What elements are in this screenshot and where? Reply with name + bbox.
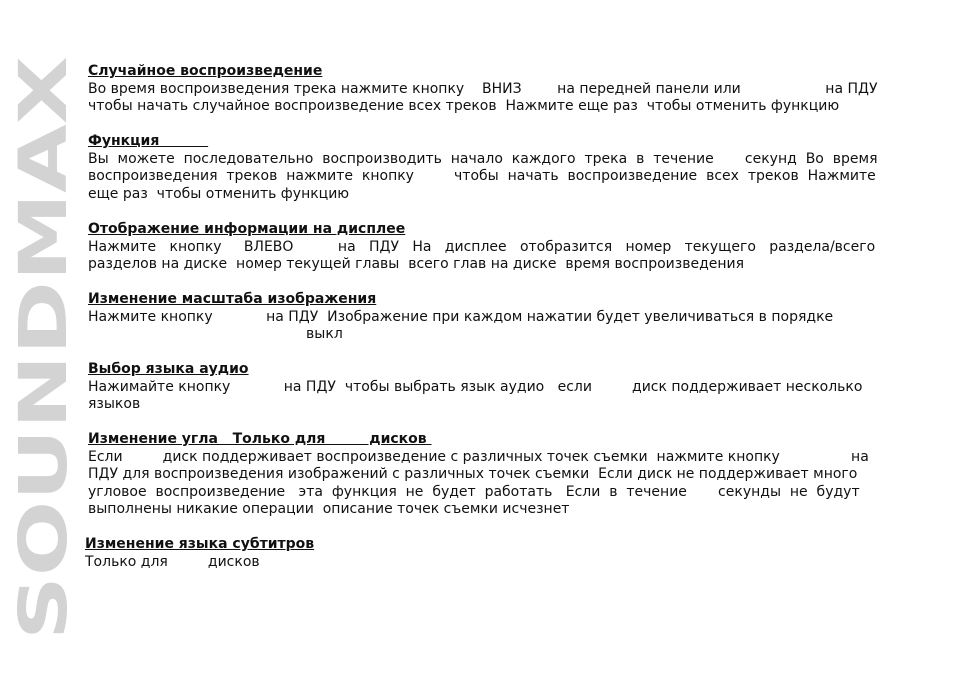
- section-heading: Изменение масштаба изображения: [88, 291, 377, 307]
- section-line: выполнены никакие операции описание точек съемки исчезнет: [88, 501, 570, 517]
- section-line: угловое воспроизведение эта функция не будет работать Если в течение секунды не будут: [88, 483, 860, 500]
- section-random-play: [88, 63, 880, 116]
- section-line: ПДУ для воспроизведения изображений с различных точек съемки Если диск не поддерживает много: [88, 466, 858, 482]
- section-line: Нажмите кнопку ВЛЕВО на ПДУ На дисплее отобразится номер текущего раздела/всего: [88, 238, 876, 255]
- section-heading: Функция: [88, 133, 209, 149]
- section-line: Вы можете последовательно воспроизводить начало каждого трека в течение секунд Во время: [88, 150, 878, 167]
- section-line: Нажмите кнопку на ПДУ Изображение при каждом нажатии будет увеличиваться в порядке: [88, 308, 834, 325]
- section-line: чтобы начать случайное воспроизведение всех треков Нажмите еще раз чтобы отменить функцию: [88, 98, 840, 114]
- section-zoom: [88, 291, 880, 344]
- section-intro-function: [88, 133, 880, 203]
- section-line: Нажимайте кнопку на ПДУ чтобы выбрать язык аудио если диск поддерживает несколько: [88, 378, 863, 395]
- section-line: Во время воспроизведения трека нажмите кнопку ВНИЗ на передней панели или на ПДУ: [88, 80, 878, 97]
- soundmax-logo: [5, 52, 82, 642]
- section-line: Если диск поддерживает воспроизведение с различных точек съемки нажмите кнопку на: [88, 448, 869, 465]
- section-line: выкл: [88, 326, 343, 342]
- section-heading: Случайное воспроизведение: [88, 63, 323, 79]
- section-angle: [88, 431, 880, 519]
- section-line: языков: [88, 396, 141, 412]
- section-heading: Изменение языка субтитров: [85, 536, 315, 552]
- section-subtitle-language: [85, 536, 877, 571]
- logo-text: SOUNDMAX: [5, 205, 82, 640]
- section-heading: Выбор языка аудио: [88, 361, 249, 377]
- section-audio-language: [88, 361, 880, 414]
- section-heading: Отображение информации на дисплее: [88, 221, 406, 237]
- section-line: Только для дисков: [85, 553, 260, 570]
- section-display-info: [88, 221, 880, 274]
- section-heading: Изменение угла Только для дисков: [88, 431, 432, 447]
- section-line: разделов на диске номер текущей главы всего глав на диске время воспроизведения: [88, 256, 745, 272]
- section-line: еще раз чтобы отменить функцию: [88, 185, 350, 202]
- section-line: воспроизведения треков нажмите кнопку чтобы начать воспроизведение всех треков Нажмите: [88, 168, 876, 184]
